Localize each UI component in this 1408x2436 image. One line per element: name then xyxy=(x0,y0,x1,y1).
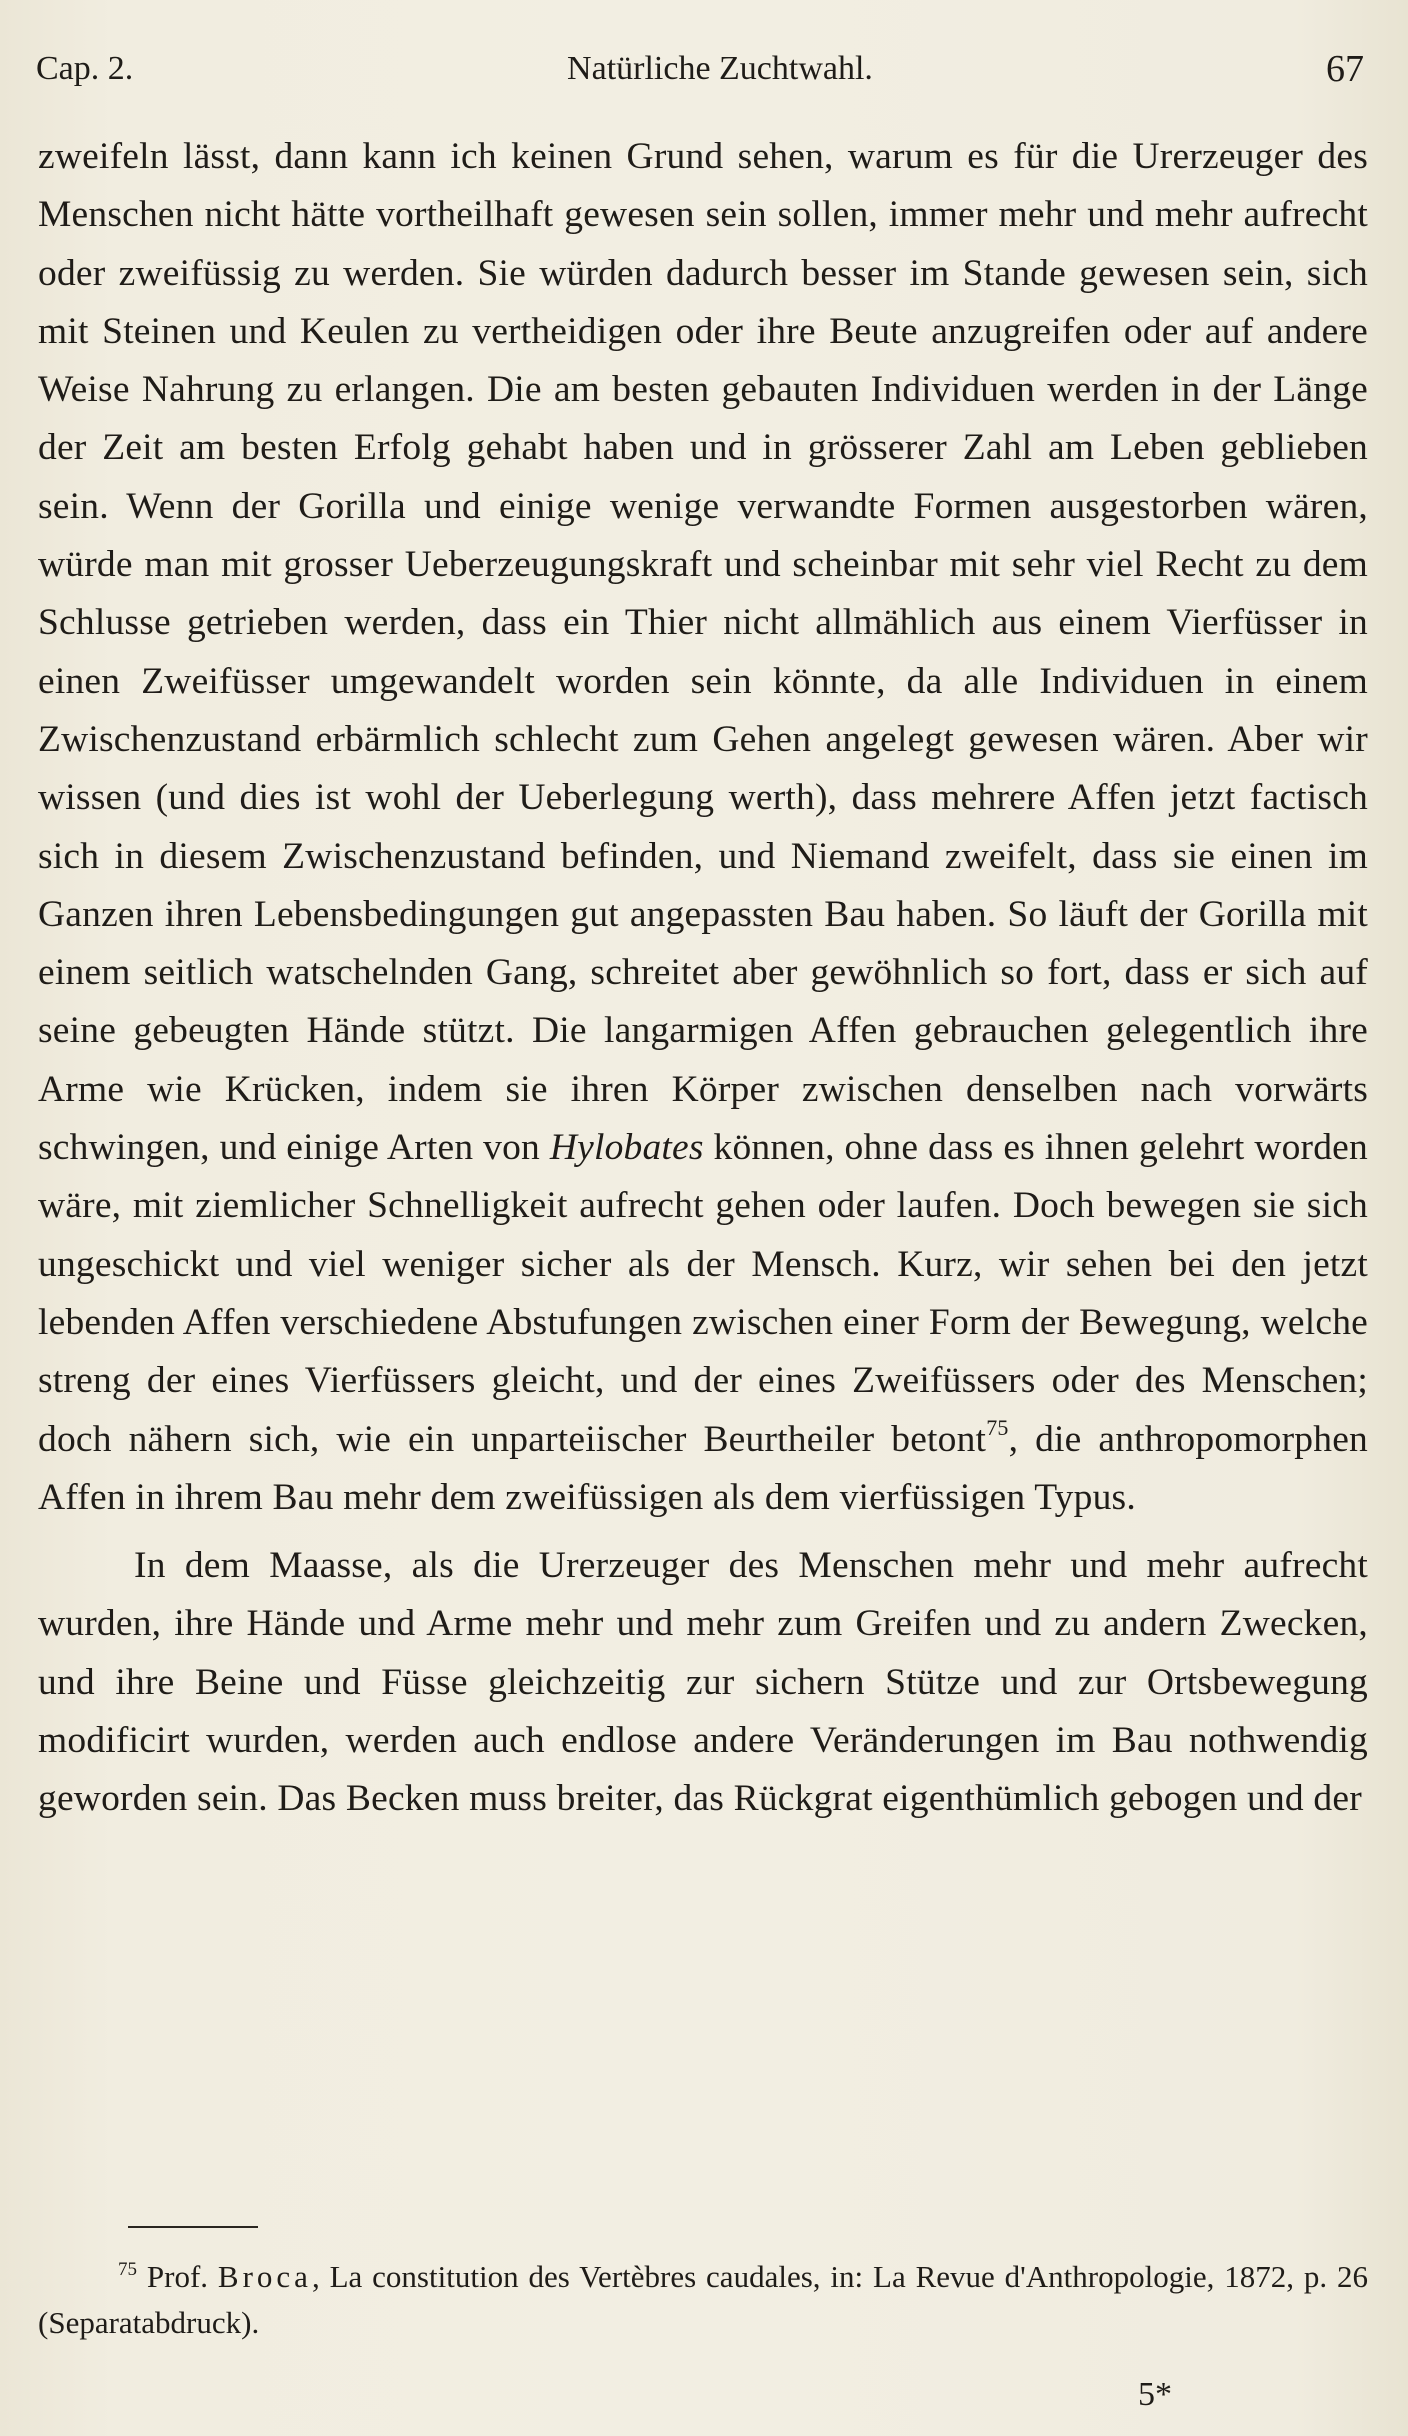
signature-mark: 5* xyxy=(1138,2376,1172,2413)
running-header xyxy=(36,44,1364,94)
paragraph-1-text-b: können, ohne dass es ihnen gelehrt worden wäre, mit ziemlicher Schnelligkeit aufrecht gehen oder laufen. Doch bewegen sie sich ungeschickt und viel weniger sicher als der Mensch. Kurz, wir sehen bei den jetzt lebenden Affen verschiedene Abstufungen zwischen einer Form der Bewegung, welche streng der eines Vierfüssers gleicht, und der eines Zweifüssers oder des Menschen; doch nähern sich, wie ein unparteiischer Beurtheiler betont xyxy=(38,1127,1368,1460)
footnote-text xyxy=(38,2254,1368,2346)
body-text xyxy=(38,128,1368,1829)
footnote-prefix: Prof. xyxy=(137,2259,218,2294)
footnote-reference[interactable]: 75 xyxy=(986,1414,1009,1440)
footnote-separator xyxy=(128,2226,258,2228)
taxon-name: Hylobates xyxy=(549,1127,704,1169)
paragraph-1-text-a: zweifeln lässt, dann kann ich keinen Grund sehen, warum es für die Urerzeuger des Menschen nicht hätte vortheilhaft gewesen sein sollen, immer mehr und mehr aufrecht oder zweifüssig zu werden. Sie würden dadurch besser im Stande gewesen sein, sich mit Steinen und Keulen zu vertheidigen oder ihre Beute anzugreifen oder auf andere Weise Nahrung zu erlangen. Die am besten gebauten Individuen werden in der Länge der Zeit am besten Erfolg gehabt haben und in grösserer Zahl am Leben geblieben sein. Wenn der Gorilla und einige wenige verwandte Formen ausgestorben wären, würde man mit grosser Ueberzeugungskraft und scheinbar mit sehr viel Recht zu dem Schlusse getrieben werden, dass ein Thier nicht allmählich aus einem Vierfüsser in einen Zweifüsser umgewandelt worden sein könnte, da alle Individuen in einem Zwischenzustand erbärmlich schlecht zum Gehen angelegt gewesen wären. Aber wir wissen (und dies ist wohl der Ueberlegung werth), dass mehrere Affen jetzt factisch sich in diesem Zwischenzustand befinden, und Niemand zweifelt, dass sie einen im Ganzen ihren Lebensbedingungen gut angepassten Bau haben. So läuft der Gorilla mit einem seitlich watschelnden Gang, schreitet aber gewöhnlich so fort, dass er sich auf seine gebeugten Hände stützt. Die langarmigen Affen gebrauchen gelegentlich ihre Arme wie Krücken, indem sie ihren Körper zwischen denselben nach vorwärts schwingen, und einige Arten von xyxy=(38,136,1368,1169)
paragraph-2: In dem Maasse, als die Urerzeuger des Menschen mehr und mehr aufrecht wurden, ihre Hände und Arme mehr und mehr zum Greifen und zu andern Zwecken, und ihre Beine und Füsse gleichzeitig zur sichern Stütze und zur Ortsbewegung modificirt wurden, werden auch endlose andere Veränderungen im Bau nothwendig geworden sein. Das Becken muss breiter, das Rückgrat eigenthümlich gebogen und der xyxy=(38,1545,1368,1820)
paragraph-1 xyxy=(38,128,1368,1527)
chapter-label: Cap. 2. xyxy=(36,50,134,87)
footnote-author: Broca xyxy=(217,2259,312,2294)
footnote-number: 75 xyxy=(118,2259,137,2280)
page-number: 67 xyxy=(1326,48,1364,90)
paragraph-1-text-c: , die anthropomorphen Affen in ihrem Bau mehr dem zweifüssigen als dem vierfüssigen Typus. xyxy=(38,1418,1368,1518)
running-title: Natürliche Zuchtwahl. xyxy=(567,50,873,87)
footnote xyxy=(38,2254,1368,2346)
footnote-body: , La constitution des Vertèbres caudales, in: La Revue d'Anthropologie, 1872, p. 26 (Separatabdruck). xyxy=(38,2259,1368,2340)
